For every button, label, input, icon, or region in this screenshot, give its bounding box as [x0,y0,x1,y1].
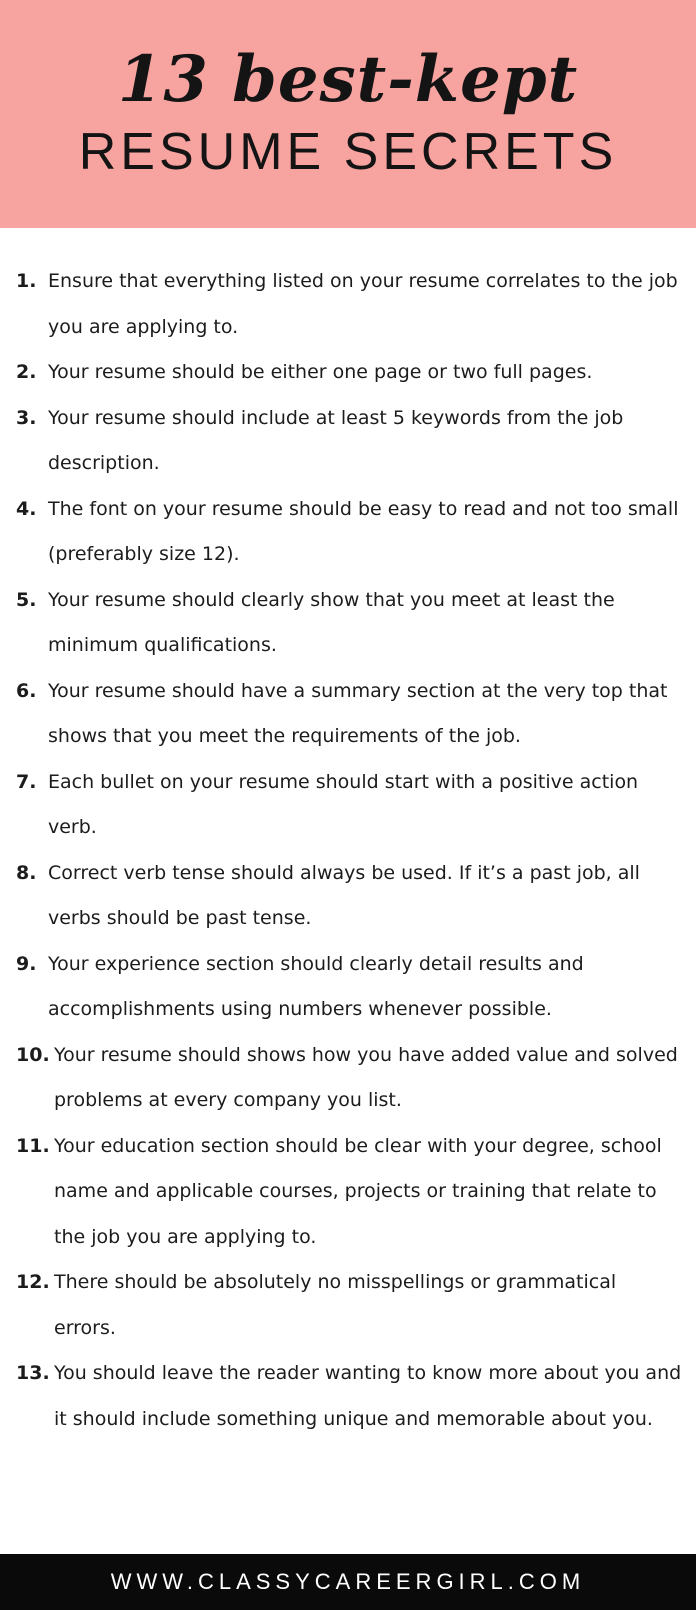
item-text: Correct verb tense should always be used. If it’s a past job, all verbs should be past tense. [48,861,640,929]
item-text: You should leave the reader wanting to know more about you and it should include something unique and memorable about you. [54,1362,682,1430]
item-number: 8. [16,861,37,884]
list-item [16,1124,684,1261]
list-item [16,1260,684,1351]
title-main: RESUME SECRETS [78,123,618,181]
item-number: 10. [16,1043,50,1066]
item-text: Each bullet on your resume should start with a positive action verb. [48,770,639,838]
list-item [16,942,684,1033]
list-item [16,760,684,851]
list-item [16,396,684,487]
item-text: Your resume should include at least 5 keywords from the job description. [48,406,624,474]
list-item [16,578,684,669]
item-number: 7. [16,770,37,793]
list-item [16,259,684,350]
item-text: Ensure that everything listed on your resume correlates to the job you are applying to. [48,270,678,338]
item-number: 5. [16,588,37,611]
item-text: Your experience section should clearly detail results and accomplishments using numbers whenever possible. [48,952,584,1020]
title-script: 13 best-kept [117,42,579,117]
item-number: 2. [16,361,37,383]
item-number: 4. [16,497,37,520]
list-item [16,851,684,942]
item-number: 9. [16,952,37,975]
list-item [16,350,684,396]
item-text: The font on your resume should be easy to read and not too small (preferably size 12). [48,497,679,565]
item-text: Your resume should be either one page or two full pages. [48,361,593,383]
item-text: Your resume should shows how you have added value and solved problems at every company you list. [54,1043,678,1111]
item-number: 6. [16,679,37,702]
item-number: 12. [16,1271,50,1293]
item-number: 11. [16,1134,50,1157]
list-item [16,487,684,578]
item-text: Your education section should be clear with your degree, school name and applicable courses, projects or training that relate to the job you are applying to. [54,1134,662,1248]
item-text: Your resume should clearly show that you meet at least the minimum qualifications. [48,588,615,656]
item-text: Your resume should have a summary section at the very top that shows that you meet the requirements of the job. [48,679,668,747]
list-item [16,1033,684,1124]
item-number: 3. [16,406,37,429]
header-banner [0,0,696,228]
tips-list [16,259,684,1442]
item-number: 13. [16,1362,50,1384]
list-item [16,1351,684,1442]
footer-bar [0,1554,696,1610]
list-item [16,669,684,760]
website-url: WWW.CLASSYCAREERGIRL.COM [110,1569,586,1594]
item-number: 1. [16,270,37,292]
item-text: There should be absolutely no misspellings or grammatical errors. [54,1271,617,1339]
